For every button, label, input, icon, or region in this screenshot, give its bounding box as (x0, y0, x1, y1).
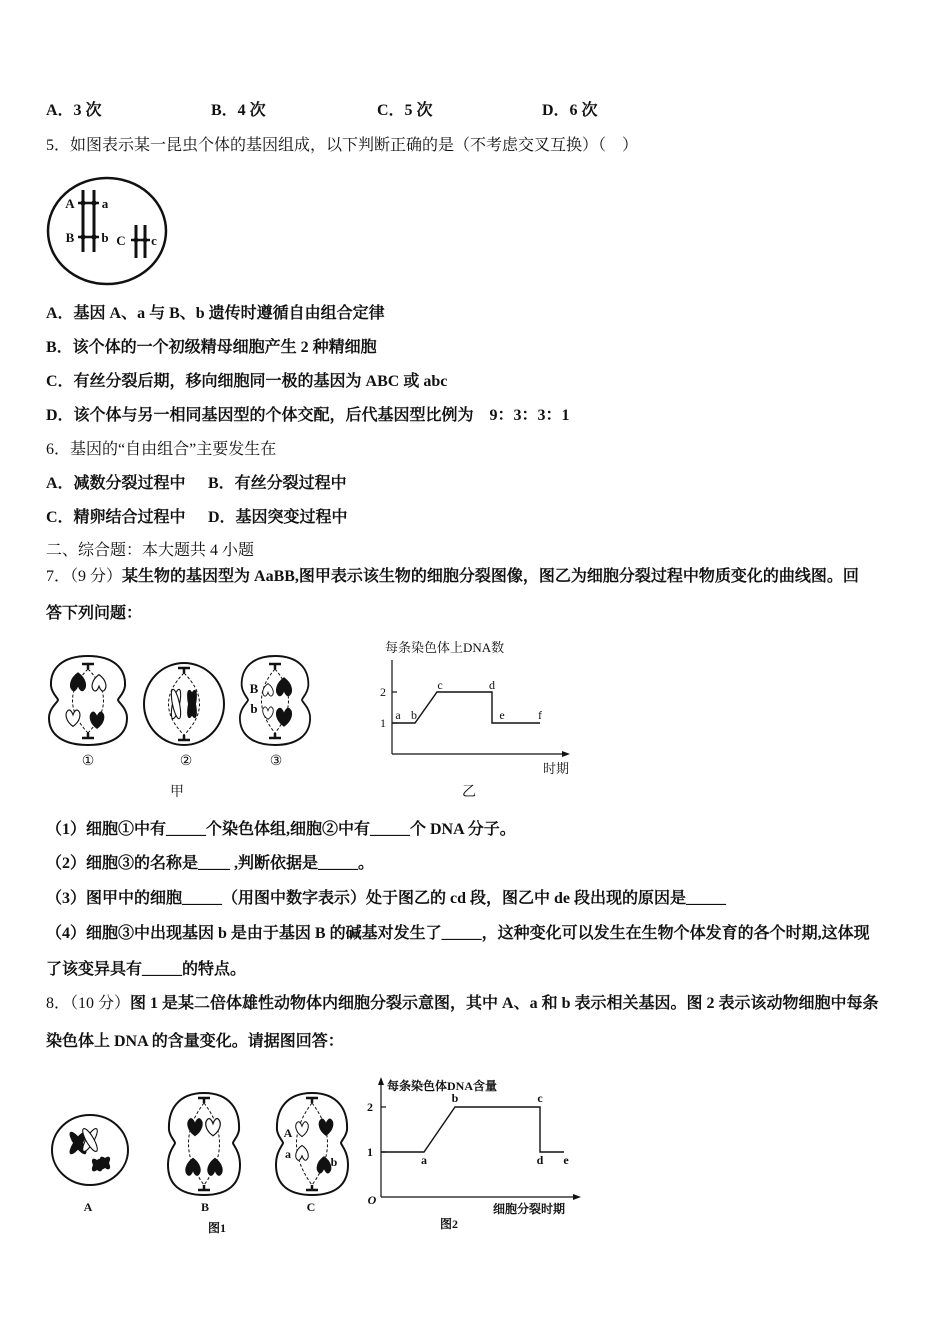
gene-label-b: b (101, 230, 109, 245)
spindle-pole-top (269, 664, 281, 669)
x-axis-arrow (562, 751, 570, 757)
gene-label-c: c (151, 233, 157, 248)
q7-stem-line-2: 答下列问题： (46, 605, 143, 622)
gene-label-B: B (249, 681, 259, 696)
q5-stem: 5．如图表示某一昆虫个体的基因组成，以下判断正确的是（不考虑交叉互换）（ ） (46, 137, 639, 154)
cell-number-1: ① (81, 754, 95, 769)
spindle-pole-bottom (82, 733, 94, 738)
q7-figure-jia (45, 650, 320, 772)
graph-2-point-label-c: c (537, 1091, 543, 1105)
y-axis-label: 每条染色体上DNA数 (385, 640, 505, 655)
chromosome (296, 1145, 309, 1160)
cell-membrane (144, 663, 224, 745)
x-axis-label: 时期 (542, 761, 570, 776)
chromosome (208, 1158, 223, 1175)
cell-number-2: ② (179, 754, 193, 769)
graph-yi-point-label-f: f (538, 708, 542, 722)
chromosome (188, 1119, 203, 1136)
q8-stem-text: 图 1 是某二倍体雄性动物体内细胞分裂示意图，其中 A、a 和 b 表示相关基因。图 2 表示该动物细胞中每条 (130, 995, 879, 1012)
spindle-pole-top (82, 664, 94, 669)
gene-label-a: a (285, 1147, 291, 1161)
locus-dot (91, 200, 96, 205)
chromosome (317, 1157, 331, 1173)
cell-1 (49, 656, 127, 745)
cell-label-c: C (306, 1200, 316, 1214)
spindle-pole-top (178, 668, 190, 673)
gene-label-b: b (330, 1155, 338, 1169)
q7-stem-line-1 (46, 567, 859, 587)
y-axis-arrow (378, 1077, 384, 1085)
q7-number: 7．（9 分） (46, 568, 123, 585)
q7-sub-question-3: （3）图甲中的细胞_____（用图中数字表示）处于图乙的 cd 段，图乙中 de 段出现的原因是_____ (46, 890, 727, 907)
figure-yi-caption: 乙 (462, 785, 476, 800)
q7-sub-question-4: （4）细胞③中出现基因 b 是由于基因 B 的碱基对发生了_____，这种变化可以发生在生物个体发育的各个时期,这体现 (46, 925, 870, 942)
spindle-fiber (297, 1103, 313, 1185)
cell-label-a: A (83, 1200, 93, 1214)
q5-option-a: A．基因 A、a 与 B、b 遗传时遵循自由组合定律 (46, 305, 385, 322)
x-axis-arrow (573, 1194, 581, 1200)
q6-stem: 6．基因的“自由组合”主要发生在 (46, 441, 277, 458)
graph-yi-y-tick-label: 2 (380, 685, 386, 699)
q8-figure-1 (45, 1085, 355, 1235)
q4-option-c: C．5 次 (377, 102, 433, 119)
chromosome (169, 689, 182, 720)
q7-figure-yi-graph (370, 635, 580, 780)
graph-2-point-label-b: b (451, 1091, 459, 1105)
q6-option-c: C．精卵结合过程中 (46, 509, 186, 526)
spindle-pole-top (306, 1098, 318, 1103)
chromosome (70, 673, 85, 691)
chromosome (90, 712, 104, 728)
q6-option-a: A．减数分裂过程中 (46, 475, 186, 492)
cell-c (276, 1093, 348, 1195)
cell-membrane (276, 1093, 348, 1195)
q5-option-c: C．有丝分裂后期，移向细胞同一极的基因为 ABC 或 abc (46, 373, 448, 390)
chromosome (66, 710, 80, 726)
spindle-pole-bottom (198, 1185, 210, 1190)
cell-membrane (52, 1115, 128, 1185)
graph-2-point-label-d: d (536, 1153, 544, 1167)
gene-label-a: a (101, 196, 109, 211)
q5-cell-figure (40, 170, 175, 295)
q4-option-d: D．6 次 (542, 102, 598, 119)
chromosome (206, 1119, 221, 1136)
gene-label-B: B (65, 230, 75, 245)
cell-b (168, 1093, 240, 1195)
graph-yi-point-label-b: b (411, 708, 417, 722)
graph-yi-point-label-d: d (489, 678, 495, 692)
gene-label-C: C (116, 233, 126, 248)
q7-sub-question-1: （1）细胞①中有_____个染色体组,细胞②中有_____个 DNA 分子。 (46, 821, 516, 838)
q4-option-b: B．4 次 (211, 102, 266, 119)
q6-option-d: D．基因突变过程中 (208, 509, 348, 526)
chromosome (276, 678, 291, 696)
cell-3 (240, 656, 310, 745)
gene-label-b: b (250, 701, 258, 716)
spindle-fiber (262, 669, 276, 733)
x-axis-label: 细胞分裂时期 (492, 1202, 566, 1216)
locus-dot (80, 234, 85, 239)
locus-dot (143, 238, 148, 243)
chromosome-pair-c (131, 225, 150, 258)
graph-2-y-tick-label: 2 (367, 1100, 373, 1114)
cell-number-3: ③ (269, 754, 283, 769)
graph-2-point-label-a: a (421, 1153, 427, 1167)
q5-option-d: D．该个体与另一相同基因型的个体交配，后代基因型比例为 9：3：3：1 (46, 407, 570, 424)
q8-stem-line-2: 染色体上 DNA 的含量变化。请据图回答： (46, 1033, 344, 1050)
graph-yi-point-label-c: c (437, 678, 443, 692)
origin-label: O (367, 1193, 377, 1207)
q7-stem-text: 某生物的基因型为 AaBB,图甲表示该生物的细胞分裂图像，图乙为细胞分裂过程中物质变化的曲线图。回 (122, 568, 859, 585)
section-title: 二、综合题：本大题共 4 小题 (46, 542, 255, 559)
figure-jia-caption: 甲 (170, 785, 184, 800)
cell-a (52, 1115, 128, 1185)
q8-stem-line-1 (46, 994, 878, 1014)
q5-option-b: B．该个体的一个初级精母细胞产生 2 种精细胞 (46, 339, 377, 356)
spindle-pole-top (198, 1098, 210, 1103)
q8-figure-2-graph (360, 1072, 585, 1232)
cell-membrane (168, 1093, 240, 1195)
locus-dot (91, 234, 96, 239)
graph-yi-point-label-a: a (395, 708, 401, 722)
q8-number: 8．（10 分） (46, 995, 131, 1012)
locus-dot (134, 238, 139, 243)
chromosome (296, 1122, 309, 1137)
q6-option-b: B．有丝分裂过程中 (208, 475, 347, 492)
graph-yi-y-tick-label: 1 (380, 716, 386, 730)
gene-label-A: A (283, 1126, 293, 1140)
spindle-pole-bottom (178, 735, 190, 740)
graph-2-curve-line (381, 1107, 564, 1152)
y-axis-label: 每条染色体DNA含量 (387, 1079, 497, 1093)
q7-sub-question-2: （2）细胞③的名称是____ ,判断依据是_____。 (46, 855, 375, 872)
chromosome (92, 675, 106, 691)
chromosome (319, 1119, 333, 1135)
chromosome (263, 707, 274, 720)
figure-2-caption: 图2 (439, 1217, 459, 1231)
cell-label-b: B (200, 1200, 210, 1214)
spindle-pole-bottom (269, 733, 281, 738)
spindle-pole-bottom (306, 1185, 318, 1190)
cell-2 (144, 663, 224, 745)
locus-dot (80, 200, 85, 205)
chromosome (186, 690, 199, 719)
chromosome (276, 708, 291, 726)
chromosome (263, 684, 274, 697)
graph-2-y-tick-label: 1 (367, 1145, 373, 1159)
graph-yi-point-label-e: e (499, 708, 505, 722)
q7-sub-question-4-cont: 了该变异具有_____的特点。 (46, 961, 247, 978)
q4-option-a: A．3 次 (46, 102, 102, 119)
figure-1-caption: 图1 (207, 1221, 227, 1235)
chromosome (186, 1158, 201, 1175)
chromosome-pair-ab (78, 190, 99, 252)
graph-2-point-label-e: e (563, 1153, 569, 1167)
gene-label-A: A (65, 196, 75, 211)
